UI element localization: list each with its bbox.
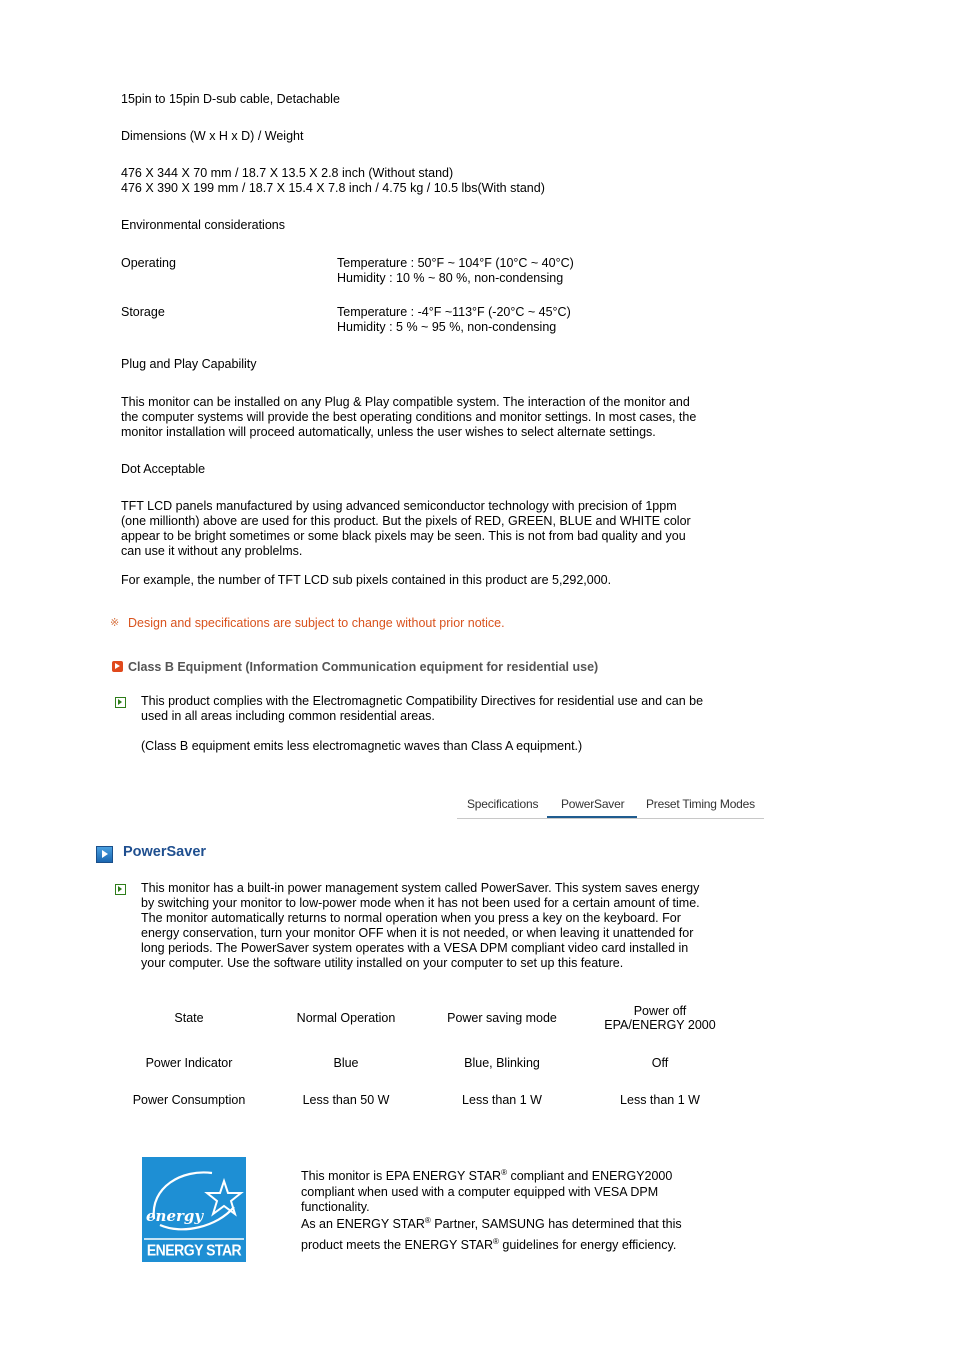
energy-star-label: ENERGY STAR xyxy=(146,1241,242,1259)
energy-star-text xyxy=(301,1169,682,1253)
bullet-arrow-icon xyxy=(115,697,126,708)
section-tabs xyxy=(457,795,764,819)
energy-star-logo xyxy=(142,1157,246,1262)
energy-script: energy xyxy=(146,1207,204,1225)
operating-label: Operating xyxy=(121,256,176,270)
powersaver-intro: This monitor has a built-in power management system called PowerSaver. This system saves energy by switching your monitor to low-power mode when it has not been used for a certain amount of time. The monitor automatically returns to normal operation when you press a key on the keyboard. For energy conservation, turn your monitor OFF when it is not needed, or when leaving it unattended for long periods. The PowerSaver system operates with a VESA DPM compliant video card installed in your computer. Use the software utility installed on your computer to set up this feature. xyxy=(141,881,700,970)
table-cell: Power Indicator xyxy=(145,1056,233,1070)
bullet-arrow-icon xyxy=(115,884,126,895)
energy-text: Partner, SAMSUNG has determined that this xyxy=(430,1217,682,1231)
class-b-arrow-icon xyxy=(112,661,123,672)
dimensions-label: Dimensions (W x H x D) / Weight xyxy=(121,129,304,143)
class-b-title: Class B Equipment (Information Communication equipment for residential use) xyxy=(128,660,599,674)
table-header: Normal Operation xyxy=(296,1011,396,1025)
table-header: Power saving mode xyxy=(447,1011,557,1025)
table-cell: Blue xyxy=(333,1056,359,1070)
table-header: Power off EPA/ENERGY 2000 xyxy=(604,1004,716,1032)
tab-specifications[interactable]: Specifications xyxy=(467,797,539,811)
powersaver-arrow-icon xyxy=(96,846,113,863)
energy-text: guidelines for energy efficiency. xyxy=(498,1238,677,1252)
dot-text: TFT LCD panels manufactured by using advanced semiconductor technology with precision of 1ppm (one millionth) above are used for this product. But the pixels of RED, GREEN, BLUE and WHITE color appear to be bright sometimes or some black pixels may be seen. This is not from bad quality and you can use it without any problelms. xyxy=(121,499,691,558)
class-b-text: This product complies with the Electromagnetic Compatibility Directives for residential use and can be used in all areas including common residential areas. xyxy=(141,694,704,723)
dot-example: For example, the number of TFT LCD sub pixels contained in this product are 5,292,000. xyxy=(121,573,612,587)
table-cell: Less than 1 W xyxy=(620,1093,700,1107)
notice-text: Design and specifications are subject to change without prior notice. xyxy=(128,616,505,630)
storage-label: Storage xyxy=(121,305,165,319)
table-cell: Less than 50 W xyxy=(302,1093,390,1107)
class-b-note: (Class B equipment emits less electromagnetic waves than Class A equipment.) xyxy=(141,739,583,753)
cable-spec: 15pin to 15pin D-sub cable, Detachable xyxy=(121,92,340,106)
tab-preset-timing-modes[interactable]: Preset Timing Modes xyxy=(646,797,755,811)
table-cell: Power Consumption xyxy=(132,1093,246,1107)
table-header: State xyxy=(174,1011,204,1025)
pnp-label: Plug and Play Capability xyxy=(121,357,257,371)
registered-mark: ® xyxy=(501,1168,507,1177)
energy-text: product meets the ENERGY STAR xyxy=(301,1238,493,1252)
table-cell: Less than 1 W xyxy=(462,1093,542,1107)
table-cell: Blue, Blinking xyxy=(464,1056,540,1070)
table-cell: Off xyxy=(651,1056,669,1070)
operating-values: Temperature : 50°F ~ 104°F (10°C ~ 40°C) Humidity : 10 % ~ 80 %, non-condensing xyxy=(337,256,574,285)
pnp-text: This monitor can be installed on any Plug & Play compatible system. The interaction of the monitor and the computer systems will provide the best operating conditions and monitor settings. In most cases, the monitor installation will proceed automatically, unless the user wishes to select alternate settings. xyxy=(121,395,697,439)
energy-text: As an ENERGY STAR xyxy=(301,1217,425,1231)
energy-text: compliant when used with a computer equipped with VESA DPM xyxy=(301,1185,659,1199)
dimensions-values: 476 X 344 X 70 mm / 18.7 X 13.5 X 2.8 inch (Without stand) 476 X 390 X 199 mm / 18.7 X 15.4 X 7.8 inch / 4.75 kg / 10.5 lbs(With stand) xyxy=(121,166,545,195)
environmental-label: Environmental considerations xyxy=(121,218,285,232)
storage-values: Temperature : -4°F ~113°F (-20°C ~ 45°C) Humidity : 5 % ~ 95 %, non-condensing xyxy=(337,305,571,334)
energy-text: This monitor is EPA ENERGY STAR xyxy=(301,1169,502,1183)
powersaver-title: PowerSaver xyxy=(123,844,207,860)
registered-mark: ® xyxy=(492,1237,499,1246)
dot-label: Dot Acceptable xyxy=(121,462,206,476)
tab-powersaver[interactable]: PowerSaver xyxy=(561,797,625,811)
active-tab-indicator xyxy=(547,816,637,818)
registered-mark: ® xyxy=(424,1216,431,1225)
notice-symbol: ※ xyxy=(110,617,120,629)
energy-text: compliant and ENERGY2000 xyxy=(506,1169,673,1183)
energy-text: functionality. xyxy=(301,1200,370,1214)
